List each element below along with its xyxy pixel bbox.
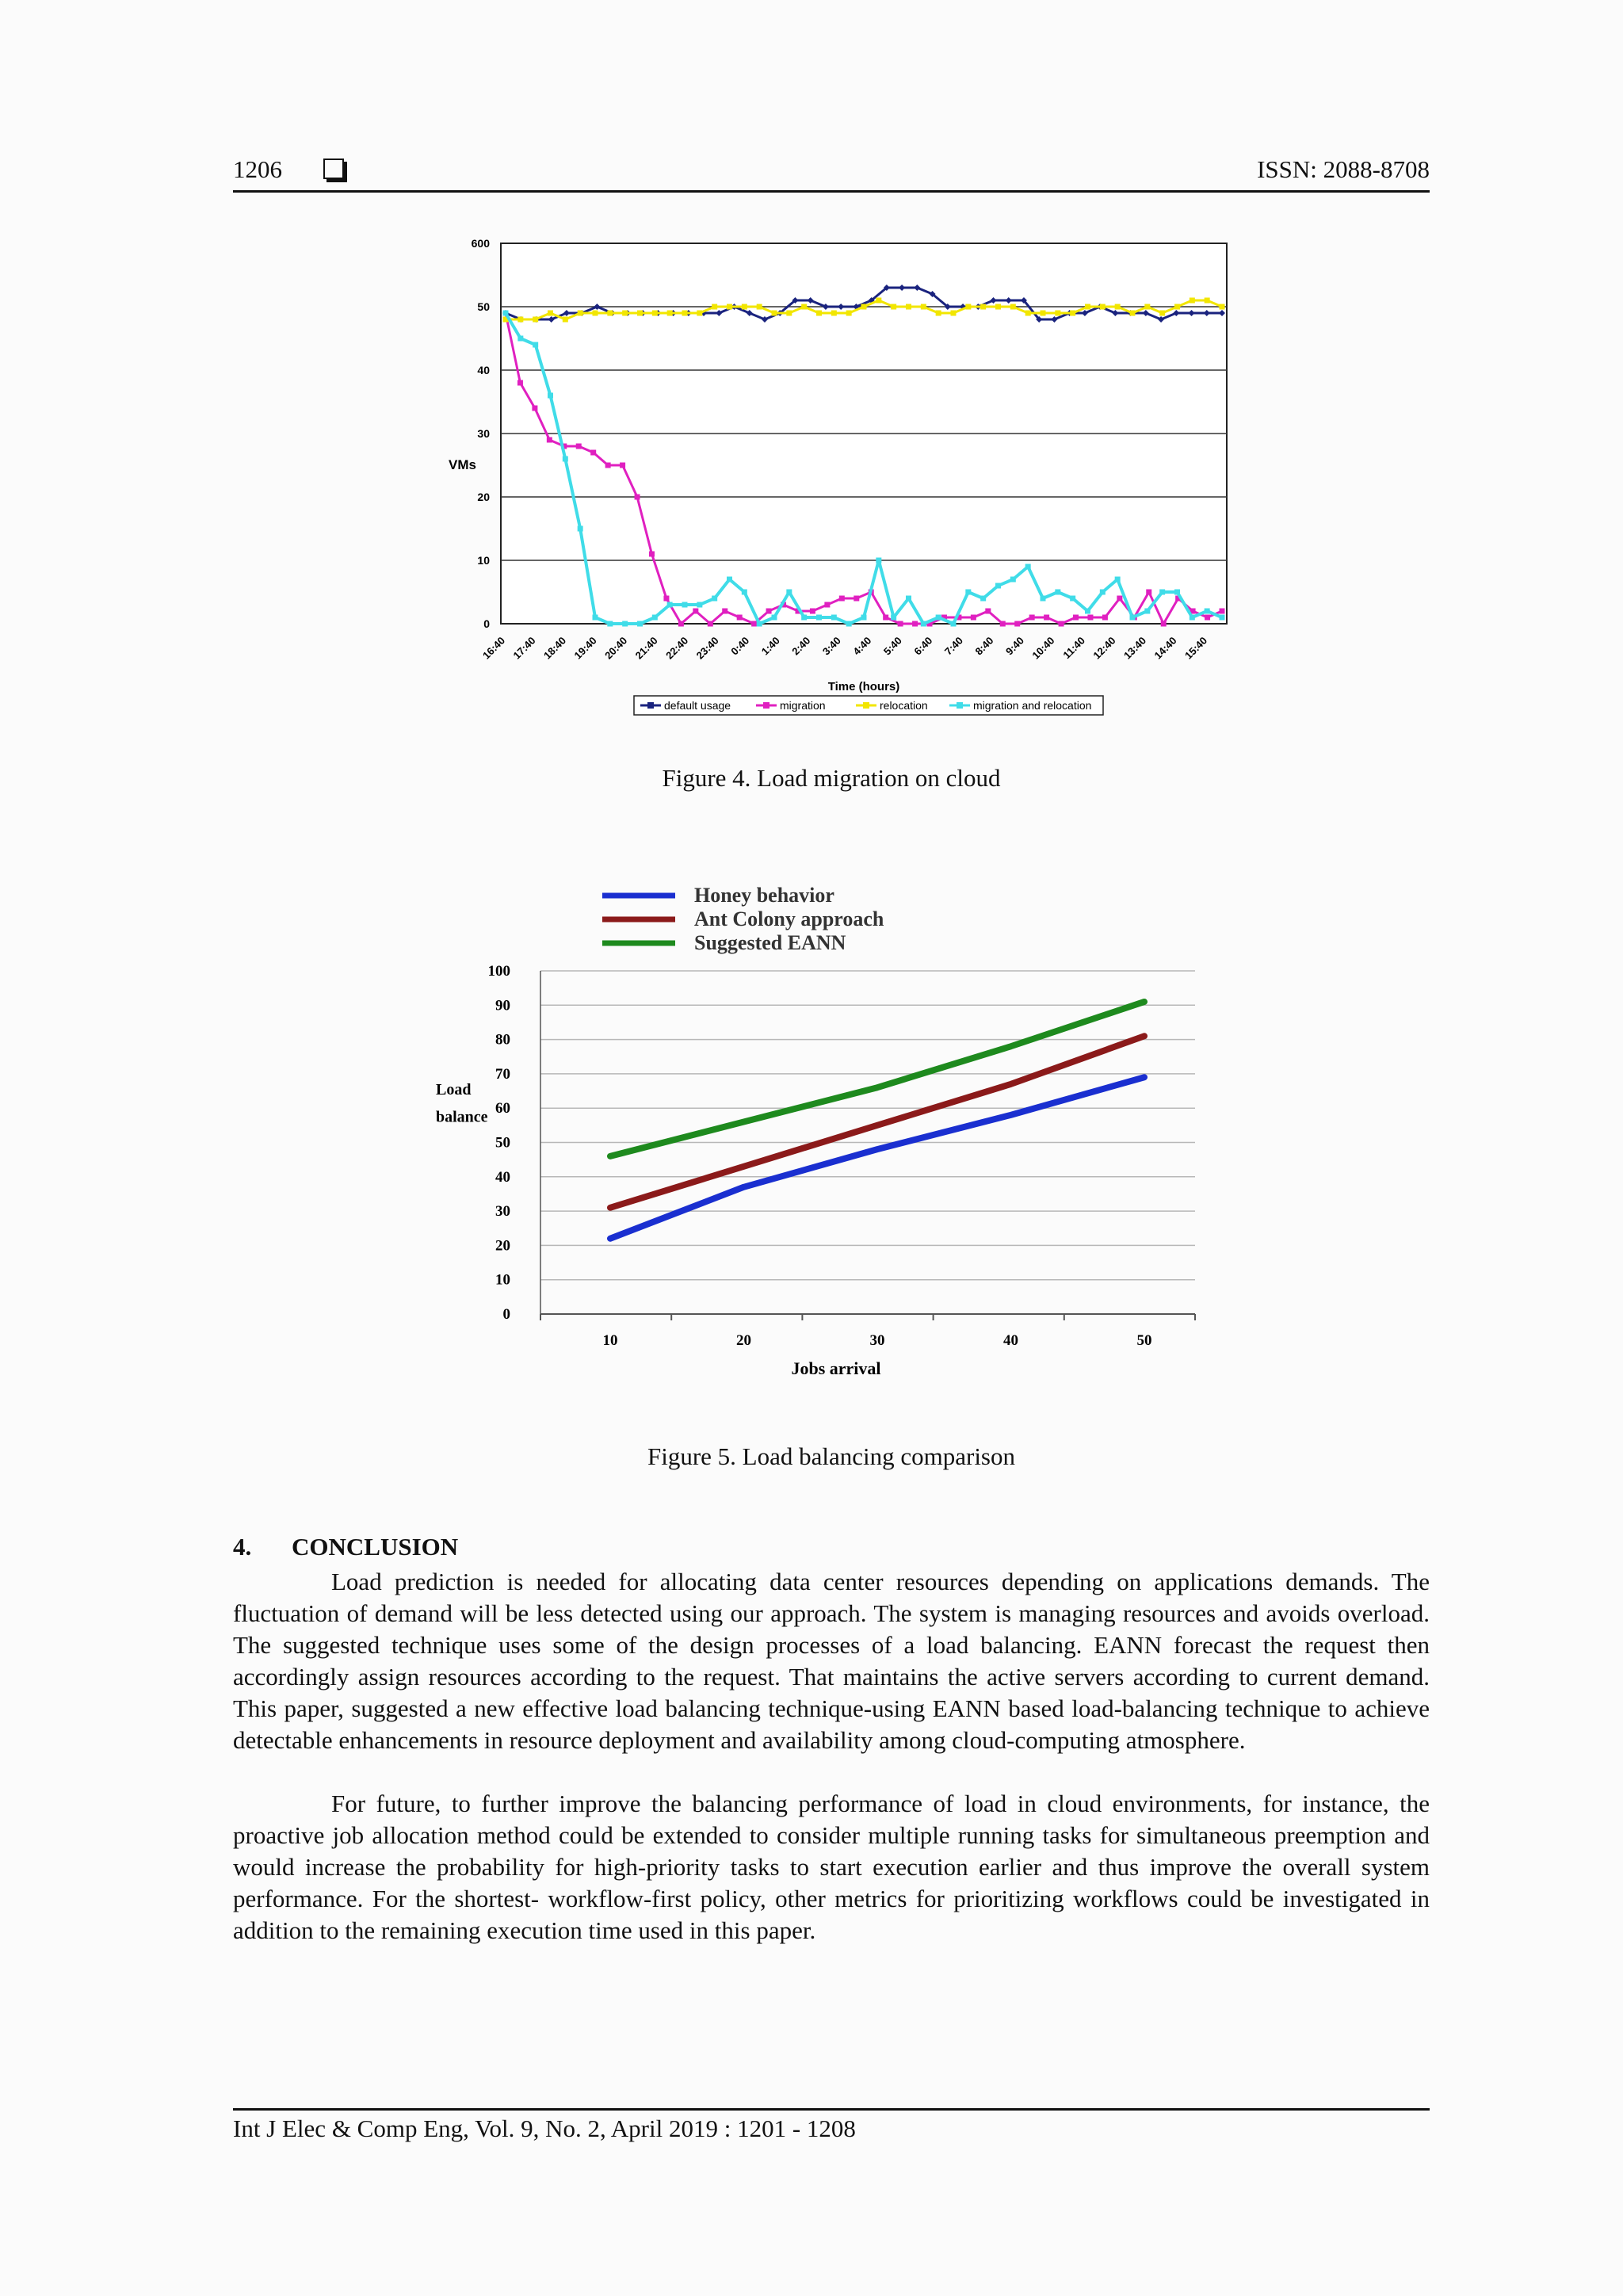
data-point (891, 304, 896, 310)
data-point (1205, 615, 1210, 621)
x-tick-label: 19:40 (571, 634, 599, 662)
legend-label: migration and relocation (973, 699, 1092, 712)
x-tick-label: 5:40 (880, 634, 904, 658)
data-point (607, 311, 613, 316)
data-point (1055, 590, 1060, 595)
data-point (667, 311, 673, 316)
x-tick-label: 10 (602, 1332, 618, 1349)
data-point (936, 615, 941, 621)
x-tick-label: 30 (869, 1332, 885, 1349)
legend-label: Ant Colony approach (694, 907, 884, 930)
data-point (1220, 609, 1225, 614)
legend-label: relocation (880, 699, 928, 712)
data-point (697, 602, 702, 608)
issn: ISSN: 2088-8708 (1257, 155, 1430, 183)
footer-rule (233, 2108, 1430, 2111)
data-point (1130, 615, 1136, 621)
data-point (861, 615, 867, 621)
x-axis-label: Jobs arrival (791, 1358, 881, 1378)
data-point (1100, 590, 1106, 595)
legend-marker (957, 702, 963, 709)
data-point (563, 457, 568, 462)
data-point (816, 615, 822, 621)
legend-label: migration (780, 699, 826, 712)
data-point (985, 609, 991, 614)
data-point (1073, 615, 1079, 621)
data-point (1115, 304, 1121, 310)
data-point (801, 304, 807, 310)
x-tick-label: 13:40 (1121, 634, 1149, 662)
x-tick-label: 12:40 (1090, 634, 1118, 662)
x-tick-label: 8:40 (972, 634, 996, 658)
data-point (547, 437, 552, 443)
y-tick-label: 10 (495, 1271, 510, 1289)
data-point (1220, 304, 1225, 310)
data-point (593, 311, 598, 316)
data-point (637, 621, 643, 627)
section-title: CONCLUSION (292, 1533, 459, 1561)
data-point (737, 615, 743, 621)
data-point (831, 311, 837, 316)
data-point (593, 615, 598, 621)
data-point (951, 621, 957, 627)
x-tick-label: 0:40 (728, 634, 752, 658)
data-point (712, 304, 717, 310)
data-point (1010, 577, 1016, 583)
data-point (1010, 304, 1016, 310)
data-point (533, 342, 538, 348)
data-point (1044, 615, 1049, 621)
data-point (1144, 304, 1150, 310)
legend-marker (763, 702, 769, 709)
y-tick-label: 0 (502, 1306, 510, 1323)
data-point (1025, 311, 1031, 316)
data-point (576, 444, 582, 449)
header-rule (233, 190, 1430, 193)
figure-5-chart (428, 880, 1236, 1395)
data-point (605, 463, 611, 468)
data-point (951, 311, 957, 316)
data-point (1025, 564, 1031, 570)
data-point (578, 311, 583, 316)
data-point (766, 609, 772, 614)
data-point (663, 596, 669, 602)
data-point (936, 311, 941, 316)
y-tick-label: 30 (495, 1203, 510, 1221)
x-tick-label: 1:40 (758, 634, 782, 658)
data-point (898, 621, 903, 627)
data-point (1085, 609, 1090, 614)
y-tick-label: 600 (471, 237, 490, 250)
y-axis-label-line-1: Load (436, 1080, 472, 1098)
data-point (517, 317, 523, 323)
data-point (995, 304, 1001, 310)
legend-marker (647, 702, 654, 709)
data-point (971, 615, 976, 621)
data-point (876, 558, 881, 563)
data-point (772, 615, 777, 621)
y-tick-label: 20 (495, 1237, 510, 1255)
figure-4-chart (444, 230, 1236, 721)
x-tick-label: 21:40 (632, 634, 660, 662)
x-tick-label: 22:40 (663, 634, 691, 662)
y-tick-label: 0 (483, 617, 490, 630)
data-point (1190, 298, 1195, 304)
data-point (1161, 621, 1167, 627)
data-point (1190, 615, 1195, 621)
data-point (831, 615, 837, 621)
conclusion-paragraph-2: For future, to further improve the balancing performance of load in cloud environments, for instance, the proactive job allocation method could be extended to consider multiple running tasks for simultaneous preemption and would increase the probability for high-priority tasks to start execution earlier and thus improve the overall system performance. For the shortest- workflow-first policy, other metrics for prioritizing workflows could be investigated in addition to the remaining execution time used in this paper. (233, 1790, 1430, 1944)
data-point (1220, 615, 1225, 621)
data-point (824, 602, 830, 608)
y-tick-label: 20 (477, 491, 490, 503)
data-point (921, 621, 926, 627)
x-tick-label: 4:40 (850, 634, 874, 658)
series-line-Honey-behavior (610, 1077, 1144, 1239)
legend-label: Suggested EANN (694, 931, 846, 954)
x-tick-label: 11:40 (1060, 634, 1088, 662)
y-tick-label: 40 (477, 364, 490, 376)
data-point (742, 304, 747, 310)
x-tick-label: 16:40 (480, 634, 508, 662)
x-tick-label: 7:40 (941, 634, 965, 658)
data-point (772, 311, 777, 316)
data-point (921, 304, 926, 310)
y-tick-label: 60 (495, 1100, 510, 1117)
data-point (590, 450, 596, 456)
data-point (801, 615, 807, 621)
x-tick-label: 15:40 (1182, 634, 1210, 662)
data-point (1029, 615, 1035, 621)
data-point (1055, 311, 1060, 316)
data-point (906, 596, 911, 602)
data-point (906, 304, 911, 310)
data-point (532, 406, 537, 411)
x-tick-label: 23:40 (693, 634, 721, 662)
x-tick-label: 20 (736, 1332, 751, 1349)
x-tick-label: 10:40 (1029, 634, 1057, 662)
data-point (678, 621, 684, 627)
x-tick-label: 9:40 (1002, 634, 1026, 658)
series-line-Ant-Colony-approach (610, 1036, 1144, 1208)
data-point (912, 621, 918, 627)
y-tick-label: 50 (495, 1134, 510, 1152)
data-point (1159, 590, 1165, 595)
data-point (622, 311, 628, 316)
data-point (1014, 621, 1020, 627)
figure-5-caption: Figure 5. Load balancing comparison (647, 1442, 1016, 1470)
data-point (652, 311, 658, 316)
data-point (980, 304, 986, 310)
data-point (980, 596, 986, 602)
y-tick-label: 50 (477, 300, 490, 313)
conclusion-paragraph-1: Load prediction is needed for allocating data center resources depending on applications demands. The fluctuation of demand will be less detected using our approach. The system is managing resources and avoids overload. The suggested technique uses some of the design processes of a load balancing. EANN forecast the request then accordingly assign resources according to the request. That maintains the active servers according to current demand. This paper, suggested a new effective load balancing technique-using EANN based load-balancing technique to achieve detectable enhancements in resource deployment and availability among cloud-computing atmosphere. (233, 1568, 1430, 1754)
y-tick-label: 40 (495, 1168, 510, 1186)
data-point (548, 311, 553, 316)
data-point (1205, 298, 1210, 304)
data-point (727, 304, 732, 310)
data-point (1100, 304, 1106, 310)
data-point (1146, 590, 1151, 595)
x-tick-label: 40 (1003, 1332, 1018, 1349)
data-point (1070, 311, 1075, 316)
data-point (839, 596, 845, 602)
data-point (1144, 609, 1150, 614)
data-point (1205, 609, 1210, 614)
x-tick-label: 6:40 (911, 634, 935, 658)
data-point (693, 609, 698, 614)
y-axis-label-line-2: balance (436, 1108, 488, 1126)
data-point (635, 495, 640, 500)
data-point (649, 552, 655, 557)
figure-4-caption: Figure 4. Load migration on cloud (662, 764, 1001, 792)
series-line-Suggested-EANN (610, 1002, 1144, 1156)
x-tick-label: 2:40 (789, 634, 813, 658)
data-point (712, 596, 717, 602)
data-point (637, 311, 643, 316)
data-point (1174, 590, 1180, 595)
x-tick-label: 3:40 (819, 634, 843, 658)
data-point (563, 317, 568, 323)
data-point (652, 615, 658, 621)
data-point (620, 463, 625, 468)
x-tick-label: 20:40 (602, 634, 630, 662)
page-number: 1206 (233, 155, 282, 183)
y-tick-label: 10 (477, 554, 490, 567)
data-point (1115, 577, 1121, 583)
page-header (233, 155, 1430, 195)
data-point (846, 621, 852, 627)
data-point (883, 615, 888, 621)
data-point (891, 615, 896, 621)
y-tick-label: 80 (495, 1031, 510, 1049)
data-point (1070, 596, 1075, 602)
data-point (757, 304, 762, 310)
square-bullet-icon (323, 159, 344, 179)
data-point (697, 311, 702, 316)
data-point (1041, 311, 1046, 316)
data-point (1087, 615, 1093, 621)
data-point (1130, 311, 1136, 316)
data-point (1041, 596, 1046, 602)
data-point (682, 311, 688, 316)
x-tick-label: 17:40 (510, 634, 538, 662)
section-heading (233, 1533, 458, 1561)
data-point (1159, 311, 1165, 316)
legend-label: Honey behavior (694, 884, 834, 907)
data-point (1059, 621, 1064, 627)
data-point (786, 590, 792, 595)
data-point (816, 311, 822, 316)
y-tick-label: 100 (487, 963, 510, 980)
data-point (965, 590, 971, 595)
data-point (1000, 621, 1006, 627)
legend (634, 696, 1103, 715)
x-tick-label: 18:40 (541, 634, 569, 662)
section-number: 4. (233, 1533, 252, 1561)
data-point (708, 621, 713, 627)
data-point (1117, 596, 1122, 602)
data-point (846, 311, 852, 316)
data-point (810, 609, 815, 614)
footer-citation: Int J Elec & Comp Eng, Vol. 9, No. 2, April 2019 : 1201 - 1208 (233, 2115, 856, 2142)
data-point (786, 311, 792, 316)
data-point (607, 621, 613, 627)
x-tick-label: 50 (1136, 1332, 1152, 1349)
data-point (578, 526, 583, 532)
data-point (533, 317, 538, 323)
data-point (742, 590, 747, 595)
data-point (1102, 615, 1108, 621)
data-point (751, 621, 757, 627)
data-point (965, 304, 971, 310)
y-axis-label: VMs (449, 457, 476, 472)
data-point (517, 336, 523, 342)
data-point (757, 621, 762, 627)
legend-label: default usage (664, 699, 731, 712)
data-point (517, 380, 523, 386)
data-point (1174, 304, 1180, 310)
data-point (995, 583, 1001, 589)
legend-marker (863, 702, 869, 709)
x-axis-label: Time (hours) (827, 680, 900, 693)
data-point (727, 577, 732, 583)
data-point (861, 304, 867, 310)
x-tick-label: 14:40 (1151, 634, 1179, 662)
data-point (682, 602, 688, 608)
data-point (622, 621, 628, 627)
data-point (876, 298, 881, 304)
data-point (503, 311, 509, 316)
data-point (1085, 304, 1090, 310)
y-tick-label: 70 (495, 1065, 510, 1083)
data-point (667, 602, 673, 608)
data-point (548, 393, 553, 399)
y-tick-label: 90 (495, 997, 510, 1014)
data-point (854, 596, 859, 602)
y-tick-label: 30 (477, 427, 490, 440)
data-point (722, 609, 727, 614)
